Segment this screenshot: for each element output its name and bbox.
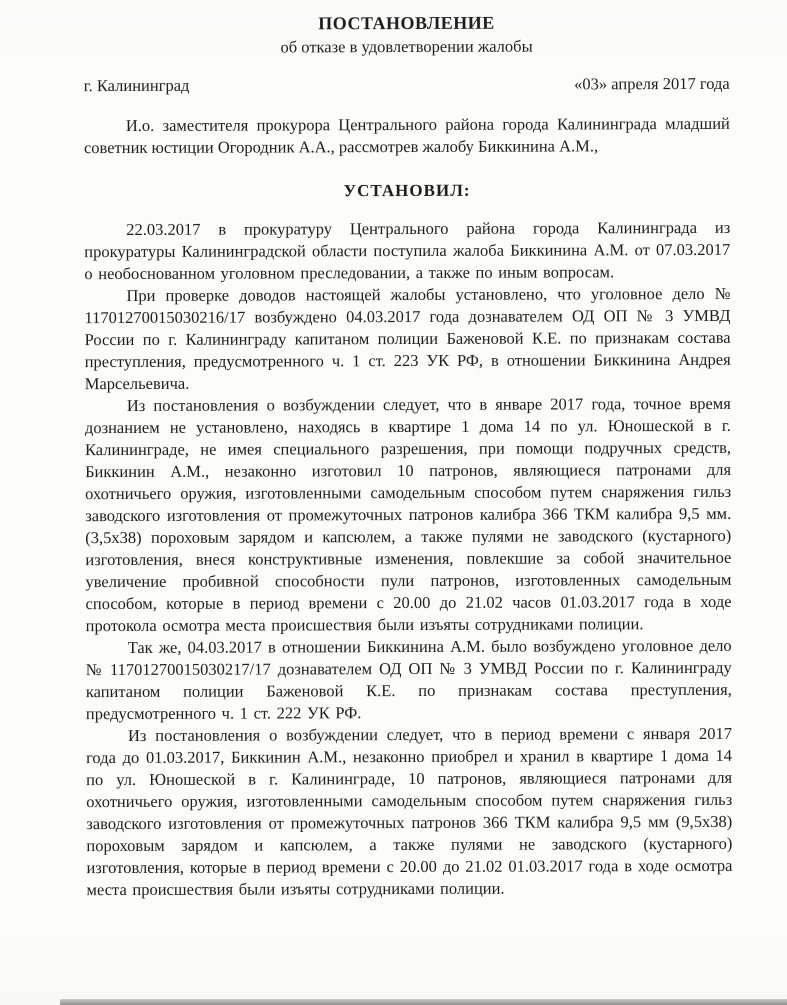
body-paragraph-4: Так же, 04.03.2017 в отношении Биккинина А.М. было возбуждено уголовное дело № 11701270015030217/17 дознавателем ОД ОП № 3 УМВД России по г. Калининграду капитаном полиции Баженовой К.Е. по признакам состава преступления, предусмотренного ч. 1 ст. 222 УК РФ. [85, 635, 732, 724]
document-date: «03» апреля 2017 года [574, 73, 730, 94]
document-city: г. Калининград [83, 75, 190, 96]
place-date-row [84, 73, 730, 97]
body-paragraph-3: Из постановления о возбуждении следует, что в январе 2017 года, точное время дознанием не установлено, находясь в квартире 1 дома 14 по ул. Юношеской в г. Калининграде, не имея специального разрешения, при помощи подручных средств, Биккинин А.М., незаконно изготовил 10 патронов, являющиеся патронами для охотничьего оружия, изготовленными самодельным способом путем снаряжения гильз заводского изготовления от промежуточных патронов калибра 366 ТКМ калибра 9,5 мм. (3,5х38) пороховым зарядом и капсюлем, а также пулями не заводского (кустарного) изготовления, внеся конструктивные изменения, повлекшие за собой значительное увеличение пробивной способности пули патронов, изготовленных самодельным способом, которые в период времени с 20.00 до 21.02 часов 01.03.2017 года в ходе протокола осмотра места происшествия были изъяты сотрудниками полиции. [84, 393, 732, 636]
document-subtitle: об отказе в удовлетворении жалобы [280, 36, 533, 57]
document-content [83, 7, 732, 901]
body-paragraph-5: Из постановления о возбуждении следует, что в период времени с января 2017 года до 01.03.2017, Биккинин А.М., незаконно приобрел и хранил в квартире 1 дома 14 по ул. Юношеской в г. Калининграде, 10 патронов, являющиеся патронами для охотничьего оружия, изготовленными самодельным способом путем снаряжения гильз заводского изготовления от промежуточных патронов 366 ТКМ калибра 9,5 мм (9,5х38) пороховым зарядом и капсюлем, а также пулями не заводского (кустарного) изготовления, которые в период времени с 20.00 до 21.02 01.03.2017 года в ходе осмотра места происшествия были изъяты сотрудниками полиции. [86, 723, 733, 900]
body-paragraph-1: 22.03.2017 в прокуратуру Центрального района города Калининграда из прокуратуры Калининградской области поступила жалоба Биккинина А.М. от 07.03.2017 о необоснованном уголовном преследовании, а также по иным вопросам. [84, 217, 731, 284]
scan-artifact-bar [60, 999, 787, 1005]
document-title: ПОСТАНОВЛЕНИЕ [318, 12, 495, 34]
body-paragraph-2: При проверке доводов настоящей жалобы установлено, что уголовное дело № 11701270015030216/17 возбуждено 04.03.2017 года дознавателем ОД ОП № 3 УМВД России по г. Калининграду капитаном полиции Баженовой К.Е. по признакам состава преступления, предусмотренного ч. 1 ст. 223 УК РФ, в отношении Биккинина Андрея Марсельевича. [84, 283, 731, 394]
intro-paragraph: И.о. заместителя прокурора Центрального района города Калининграда младший советник юстиции Огородник А.А., рассмотрев жалобу Биккинина А.М., [83, 113, 730, 158]
section-heading: УСТАНОВИЛ: [343, 180, 471, 201]
